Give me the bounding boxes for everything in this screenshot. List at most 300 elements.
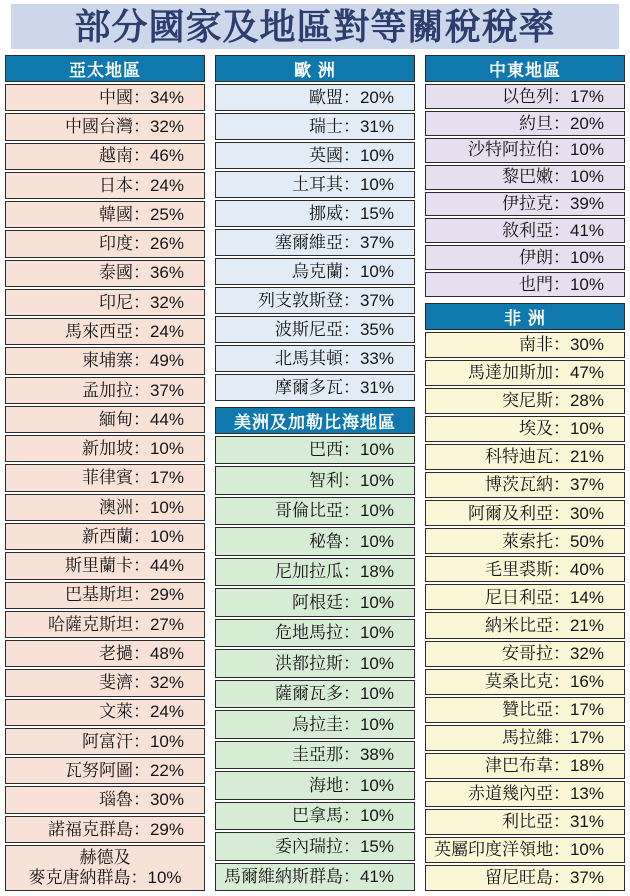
tariff-rate: 31%: [359, 377, 394, 397]
tariff-rate: 24%: [149, 175, 184, 195]
tariff-row: [425, 500, 625, 526]
country-name: 安哥拉: [501, 643, 553, 663]
country-name: 洪都拉斯: [274, 653, 343, 673]
tariff-row-text: [6, 234, 204, 254]
country-name: 科特迪瓦: [484, 447, 553, 467]
tariff-rate: 17%: [149, 468, 184, 488]
tariff-rate: 18%: [569, 755, 604, 775]
tariff-row: [425, 641, 625, 667]
tariff-rate: 30%: [149, 790, 184, 810]
tariff-rate: 21%: [569, 615, 604, 635]
tariff-rate: 20%: [359, 87, 394, 107]
tariff-row-text: [216, 349, 414, 369]
separator: ：: [342, 684, 360, 704]
tariff-row: [215, 84, 415, 111]
separator: ：: [132, 204, 150, 224]
country-name: 澳洲: [98, 497, 133, 517]
tariff-rate: 32%: [569, 643, 604, 663]
tariff-rate: 50%: [569, 531, 604, 551]
tariff-row-text: [216, 233, 414, 253]
tariff-rate: 10%: [569, 419, 604, 439]
tariff-row: [5, 757, 205, 784]
separator: ：: [552, 755, 570, 775]
region-section-middle_east: [425, 55, 625, 297]
separator: ：: [132, 117, 150, 137]
separator: ：: [132, 351, 150, 371]
region-section-asia_pacific: [5, 55, 205, 891]
tariff-row-text: [216, 291, 414, 311]
tariff-rate: 10%: [149, 497, 184, 517]
tariff-row: [5, 523, 205, 550]
country-name: 瓦努阿圖: [64, 760, 133, 780]
column-middle: [215, 55, 415, 891]
separator: ：: [552, 671, 570, 691]
country-name: 馬達加斯加: [467, 363, 553, 383]
separator: ：: [132, 702, 150, 722]
tariff-row: [425, 416, 625, 442]
country-name: 巴西: [308, 440, 343, 460]
tariff-rate: 30%: [569, 335, 604, 355]
tariff-row-text: [216, 378, 414, 398]
country-name: 烏拉圭: [291, 714, 343, 734]
separator: ：: [132, 175, 150, 195]
separator: ：: [342, 319, 360, 339]
country-name: 斐濟: [98, 673, 133, 693]
tariff-row-text: [216, 117, 414, 137]
tariff-row: [215, 619, 415, 647]
tariff-rate: 37%: [569, 475, 604, 495]
tariff-row: [425, 192, 625, 217]
tariff-row-text: [6, 293, 204, 313]
tariff-rate: 10%: [359, 531, 394, 551]
tariff-row-text: [426, 728, 624, 748]
country-name: 摩爾多瓦: [274, 377, 343, 397]
tariff-row: [425, 753, 625, 779]
country-name: 印尼: [98, 292, 133, 312]
tariff-row-text: [426, 616, 624, 636]
tariff-row-text: [216, 745, 414, 765]
country-name: 伊朗: [518, 247, 553, 267]
separator: ：: [132, 614, 150, 634]
tariff-row: [215, 741, 415, 769]
separator: ：: [552, 615, 570, 635]
tariff-row-text: [426, 475, 624, 495]
country-name: 約旦: [518, 113, 553, 133]
separator: ：: [342, 470, 360, 490]
separator: ：: [132, 87, 150, 107]
region-header: 中東地區: [425, 55, 625, 82]
separator: ：: [552, 419, 570, 439]
country-name: 巴基斯坦: [64, 585, 133, 605]
tariff-row-text: [6, 410, 204, 430]
tariff-row: [425, 165, 625, 190]
tariff-rate: 10%: [147, 867, 182, 887]
tariff-row: [215, 229, 415, 256]
tariff-row: [5, 289, 205, 316]
tariff-rate: 33%: [359, 348, 394, 368]
tariff-row: [425, 865, 625, 891]
tariff-rate: 20%: [569, 113, 604, 133]
tariff-rate: 40%: [569, 559, 604, 579]
country-name: 越南: [98, 146, 133, 166]
separator: ：: [552, 221, 570, 241]
separator: ：: [342, 174, 360, 194]
tariff-row: [215, 374, 415, 401]
tariff-row-text: [426, 868, 624, 888]
page-title: 部分國家及地區對等關稅稅率: [11, 4, 619, 49]
country-name: 以色列: [501, 86, 553, 106]
tariff-row: [5, 640, 205, 667]
columns-container: [5, 55, 625, 891]
tariff-row: [5, 143, 205, 170]
tariff-rate: 10%: [359, 440, 394, 460]
separator: ：: [342, 653, 360, 673]
tariff-row: [5, 406, 205, 433]
tariff-rate: 32%: [149, 117, 184, 137]
tariff-rate: 10%: [569, 247, 604, 267]
tariff-row: [425, 388, 625, 414]
tariff-rate: 44%: [149, 556, 184, 576]
tariff-row-text: [6, 351, 204, 371]
tariff-rate: 10%: [359, 261, 394, 281]
tariff-row-text: [6, 585, 204, 605]
tariff-rate: 29%: [149, 585, 184, 605]
tariff-row: [425, 725, 625, 751]
tariff-row: [215, 142, 415, 169]
tariff-row: [215, 113, 415, 140]
region-header: 美洲及加勒比海地區: [215, 407, 415, 434]
tariff-row: [425, 697, 625, 723]
separator: ：: [132, 146, 150, 166]
country-name: 薩爾瓦多: [274, 684, 343, 704]
country-name: 尼日利亞: [484, 587, 553, 607]
separator: ：: [552, 559, 570, 579]
tariff-row-text: [6, 820, 204, 840]
column-right: [425, 55, 625, 891]
country-name: 尼加拉瓜: [274, 562, 343, 582]
tariff-row-text: [426, 532, 624, 552]
tariff-row-text: [216, 175, 414, 195]
separator: ：: [552, 868, 570, 888]
tariff-rate: 10%: [569, 140, 604, 160]
tariff-rate: 15%: [359, 836, 394, 856]
tariff-rate: 10%: [359, 623, 394, 643]
separator: ：: [342, 203, 360, 223]
country-name: 黎巴嫩: [501, 167, 553, 187]
separator: ：: [342, 531, 360, 551]
separator: ：: [132, 321, 150, 341]
country-name: 危地馬拉: [274, 623, 343, 643]
separator: ：: [342, 501, 360, 521]
country-name: 印度: [98, 234, 133, 254]
tariff-rate: 34%: [149, 87, 184, 107]
tariff-row: [5, 845, 205, 891]
tariff-rate: 37%: [359, 232, 394, 252]
tariff-rate: 39%: [569, 194, 604, 214]
tariff-rate: 41%: [569, 221, 604, 241]
tariff-row: [215, 863, 415, 891]
country-name: 哥倫比亞: [274, 501, 343, 521]
tariff-row-text: [6, 468, 204, 488]
country-name: 阿爾及利亞: [467, 503, 553, 523]
tariff-row-text: [6, 88, 204, 108]
country-name: 馬爾維納斯群島: [223, 867, 343, 887]
tariff-row: [215, 832, 415, 860]
tariff-row: [215, 649, 415, 677]
tariff-row: [425, 472, 625, 498]
tariff-row-text: [6, 673, 204, 693]
region-header: 非 洲: [425, 303, 625, 330]
tariff-rate: 10%: [359, 714, 394, 734]
separator: ：: [132, 643, 150, 663]
country-name: 歐盟: [308, 87, 343, 107]
country-name: 圭亞那: [291, 745, 343, 765]
tariff-row-text: [6, 761, 204, 781]
tariff-row-text: [426, 248, 624, 268]
tariff-row-text: [6, 322, 204, 342]
tariff-row: [5, 552, 205, 579]
country-name: 斯里蘭卡: [64, 556, 133, 576]
separator: ：: [132, 292, 150, 312]
tariff-row: [5, 318, 205, 345]
tariff-row-text: [6, 790, 204, 810]
tariff-row-text: [426, 275, 624, 295]
tariff-row: [215, 316, 415, 343]
tariff-row: [425, 556, 625, 582]
tariff-row: [5, 816, 205, 843]
separator: ：: [342, 592, 360, 612]
tariff-rate: 10%: [359, 806, 394, 826]
tariff-rate: 10%: [149, 439, 184, 459]
country-name: 贊比亞: [501, 699, 553, 719]
separator: ：: [552, 643, 570, 663]
tariff-rate: 10%: [569, 274, 604, 294]
tariff-rate: 41%: [359, 867, 394, 887]
tariff-rate: 10%: [359, 470, 394, 490]
tariff-row: [215, 287, 415, 314]
tariff-rate: 26%: [149, 234, 184, 254]
separator: ：: [552, 113, 570, 133]
tariff-row: [425, 138, 625, 163]
country-name: 伊拉克: [501, 194, 553, 214]
tariff-row: [5, 494, 205, 521]
tariff-row: [5, 347, 205, 374]
separator: ：: [552, 812, 570, 832]
tariff-rate: 10%: [359, 775, 394, 795]
tariff-rate: 17%: [569, 699, 604, 719]
tariff-row: [215, 710, 415, 738]
separator: ：: [552, 503, 570, 523]
tariff-rate: 32%: [149, 673, 184, 693]
country-name: 利比亞: [501, 812, 553, 832]
tariff-rate: 44%: [149, 409, 184, 429]
tariff-row-text: [216, 262, 414, 282]
country-name: 韓國: [98, 204, 133, 224]
country-name: 智利: [308, 470, 343, 490]
region-header: 亞太地區: [5, 55, 205, 82]
separator: ：: [130, 867, 148, 887]
country-name: 馬來西亞: [64, 321, 133, 341]
separator: ：: [552, 699, 570, 719]
tariff-row: [5, 201, 205, 228]
tariff-row: [5, 669, 205, 696]
country-name: 文萊: [98, 702, 133, 722]
separator: ：: [552, 531, 570, 551]
tariff-row-text: [426, 756, 624, 776]
separator: ：: [342, 377, 360, 397]
tariff-rate: 35%: [359, 319, 394, 339]
country-name: 瑞士: [308, 116, 343, 136]
separator: ：: [552, 335, 570, 355]
separator: ：: [132, 760, 150, 780]
tariff-row-text: [6, 702, 204, 722]
country-name: 土耳其: [291, 174, 343, 194]
tariff-rate: 10%: [359, 684, 394, 704]
tariff-rate: 17%: [569, 727, 604, 747]
country-name: 毛里裘斯: [484, 559, 553, 579]
tariff-rate: 10%: [359, 592, 394, 612]
country-name: 哈薩克斯坦: [47, 614, 133, 634]
tariff-rate: 24%: [149, 702, 184, 722]
tariff-row-text: [426, 87, 624, 107]
tariff-rate: 32%: [149, 292, 184, 312]
tariff-row: [5, 230, 205, 257]
separator: ：: [132, 439, 150, 459]
country-name: 赤道幾內亞: [467, 784, 553, 803]
tariff-row-text: [6, 615, 204, 635]
tariff-row: [5, 377, 205, 404]
tariff-row: [425, 218, 625, 243]
tariff-row-text: [426, 363, 624, 383]
tariff-row: [425, 781, 625, 807]
separator: ：: [552, 587, 570, 607]
tariff-rate: 37%: [149, 380, 184, 400]
tariff-row: [215, 588, 415, 616]
tariff-row-text: [426, 700, 624, 720]
tariff-row: [5, 172, 205, 199]
tariff-row: [5, 113, 205, 140]
country-name: 阿根廷: [291, 592, 343, 612]
tariff-rate: 36%: [149, 263, 184, 283]
country-name: 老撾: [98, 643, 133, 663]
tariff-row-text: [6, 498, 204, 518]
tariff-rate: 24%: [149, 321, 184, 341]
separator: ：: [342, 867, 360, 887]
tariff-row-text: [426, 194, 624, 214]
tariff-rate: 27%: [149, 614, 184, 634]
separator: ：: [552, 784, 570, 803]
tariff-rate: 30%: [569, 503, 604, 523]
tariff-row-text: [216, 867, 414, 887]
tariff-rate: 22%: [149, 760, 184, 780]
separator: ：: [132, 263, 150, 283]
country-name: 沙特阿拉伯: [467, 140, 553, 160]
tariff-row-text: [216, 146, 414, 166]
country-name: 菲律賓: [81, 468, 133, 488]
tariff-row-text: [426, 588, 624, 608]
country-name: 也門: [518, 274, 553, 294]
country-name: 塞爾維亞: [274, 232, 343, 252]
country-name: 埃及: [518, 419, 553, 439]
tariff-rate: 14%: [569, 587, 604, 607]
tariff-row: [425, 360, 625, 386]
tariff-row-text: [6, 205, 204, 225]
separator: ：: [342, 440, 360, 460]
tariff-row: [5, 435, 205, 462]
tariff-row: [215, 258, 415, 285]
tariff-row: [425, 612, 625, 638]
separator: ：: [342, 775, 360, 795]
country-name: 新加坡: [81, 439, 133, 459]
country-name: 海地: [308, 775, 343, 795]
tariff-row-text: [426, 335, 624, 355]
tariff-rate: 10%: [569, 840, 604, 860]
separator: ：: [342, 562, 360, 582]
tariff-rate: 18%: [359, 562, 394, 582]
tariff-rate: 49%: [149, 351, 184, 371]
region-header: 歐 洲: [215, 55, 415, 82]
separator: ：: [132, 731, 150, 751]
tariff-row: [215, 527, 415, 555]
country-name: 南非: [518, 335, 553, 355]
tariff-row-text: [426, 812, 624, 832]
country-name: 留尼旺島: [484, 868, 553, 888]
tariff-row: [425, 245, 625, 270]
tariff-rate: 48%: [149, 643, 184, 663]
country-name: 巴拿馬: [291, 806, 343, 826]
tariff-rate: 10%: [359, 174, 394, 194]
separator: ：: [132, 234, 150, 254]
tariff-row: [5, 582, 205, 609]
tariff-row: [215, 345, 415, 372]
country-name: 孟加拉: [81, 380, 133, 400]
country-name: 敘利亞: [501, 221, 553, 241]
tariff-rate: 25%: [149, 204, 184, 224]
tariff-row: [5, 464, 205, 491]
country-name: 諾福克群島: [47, 819, 133, 839]
country-name: 阿富汗: [81, 731, 133, 751]
tariff-row-text: [6, 527, 204, 547]
tariff-row: [425, 584, 625, 610]
separator: ：: [342, 232, 360, 252]
country-name: 緬甸: [98, 409, 133, 429]
tariff-rate: 47%: [569, 363, 604, 383]
tariff-row-text: [216, 715, 414, 735]
tariff-row-text: [6, 117, 204, 137]
tariff-row: [5, 728, 205, 755]
tariff-row: [5, 260, 205, 287]
separator: ：: [132, 790, 150, 810]
tariff-row-text: [216, 593, 414, 613]
tariff-row: [425, 111, 625, 136]
country-name: 挪威: [308, 203, 343, 223]
separator: ：: [342, 623, 360, 643]
tariff-row-text: [216, 88, 414, 108]
tariff-row-text: [426, 167, 624, 187]
tariff-row-text: [426, 447, 624, 467]
separator: ：: [342, 348, 360, 368]
tariff-row: [215, 497, 415, 525]
separator: ：: [342, 745, 360, 765]
tariff-rate: 10%: [359, 501, 394, 521]
separator: ：: [552, 140, 570, 160]
separator: ：: [342, 806, 360, 826]
tariff-row-text: [6, 176, 204, 196]
tariff-row-text: [426, 504, 624, 524]
tariff-row-text: [426, 114, 624, 134]
tariff-rate: 28%: [569, 391, 604, 411]
tariff-row-text: [6, 381, 204, 401]
